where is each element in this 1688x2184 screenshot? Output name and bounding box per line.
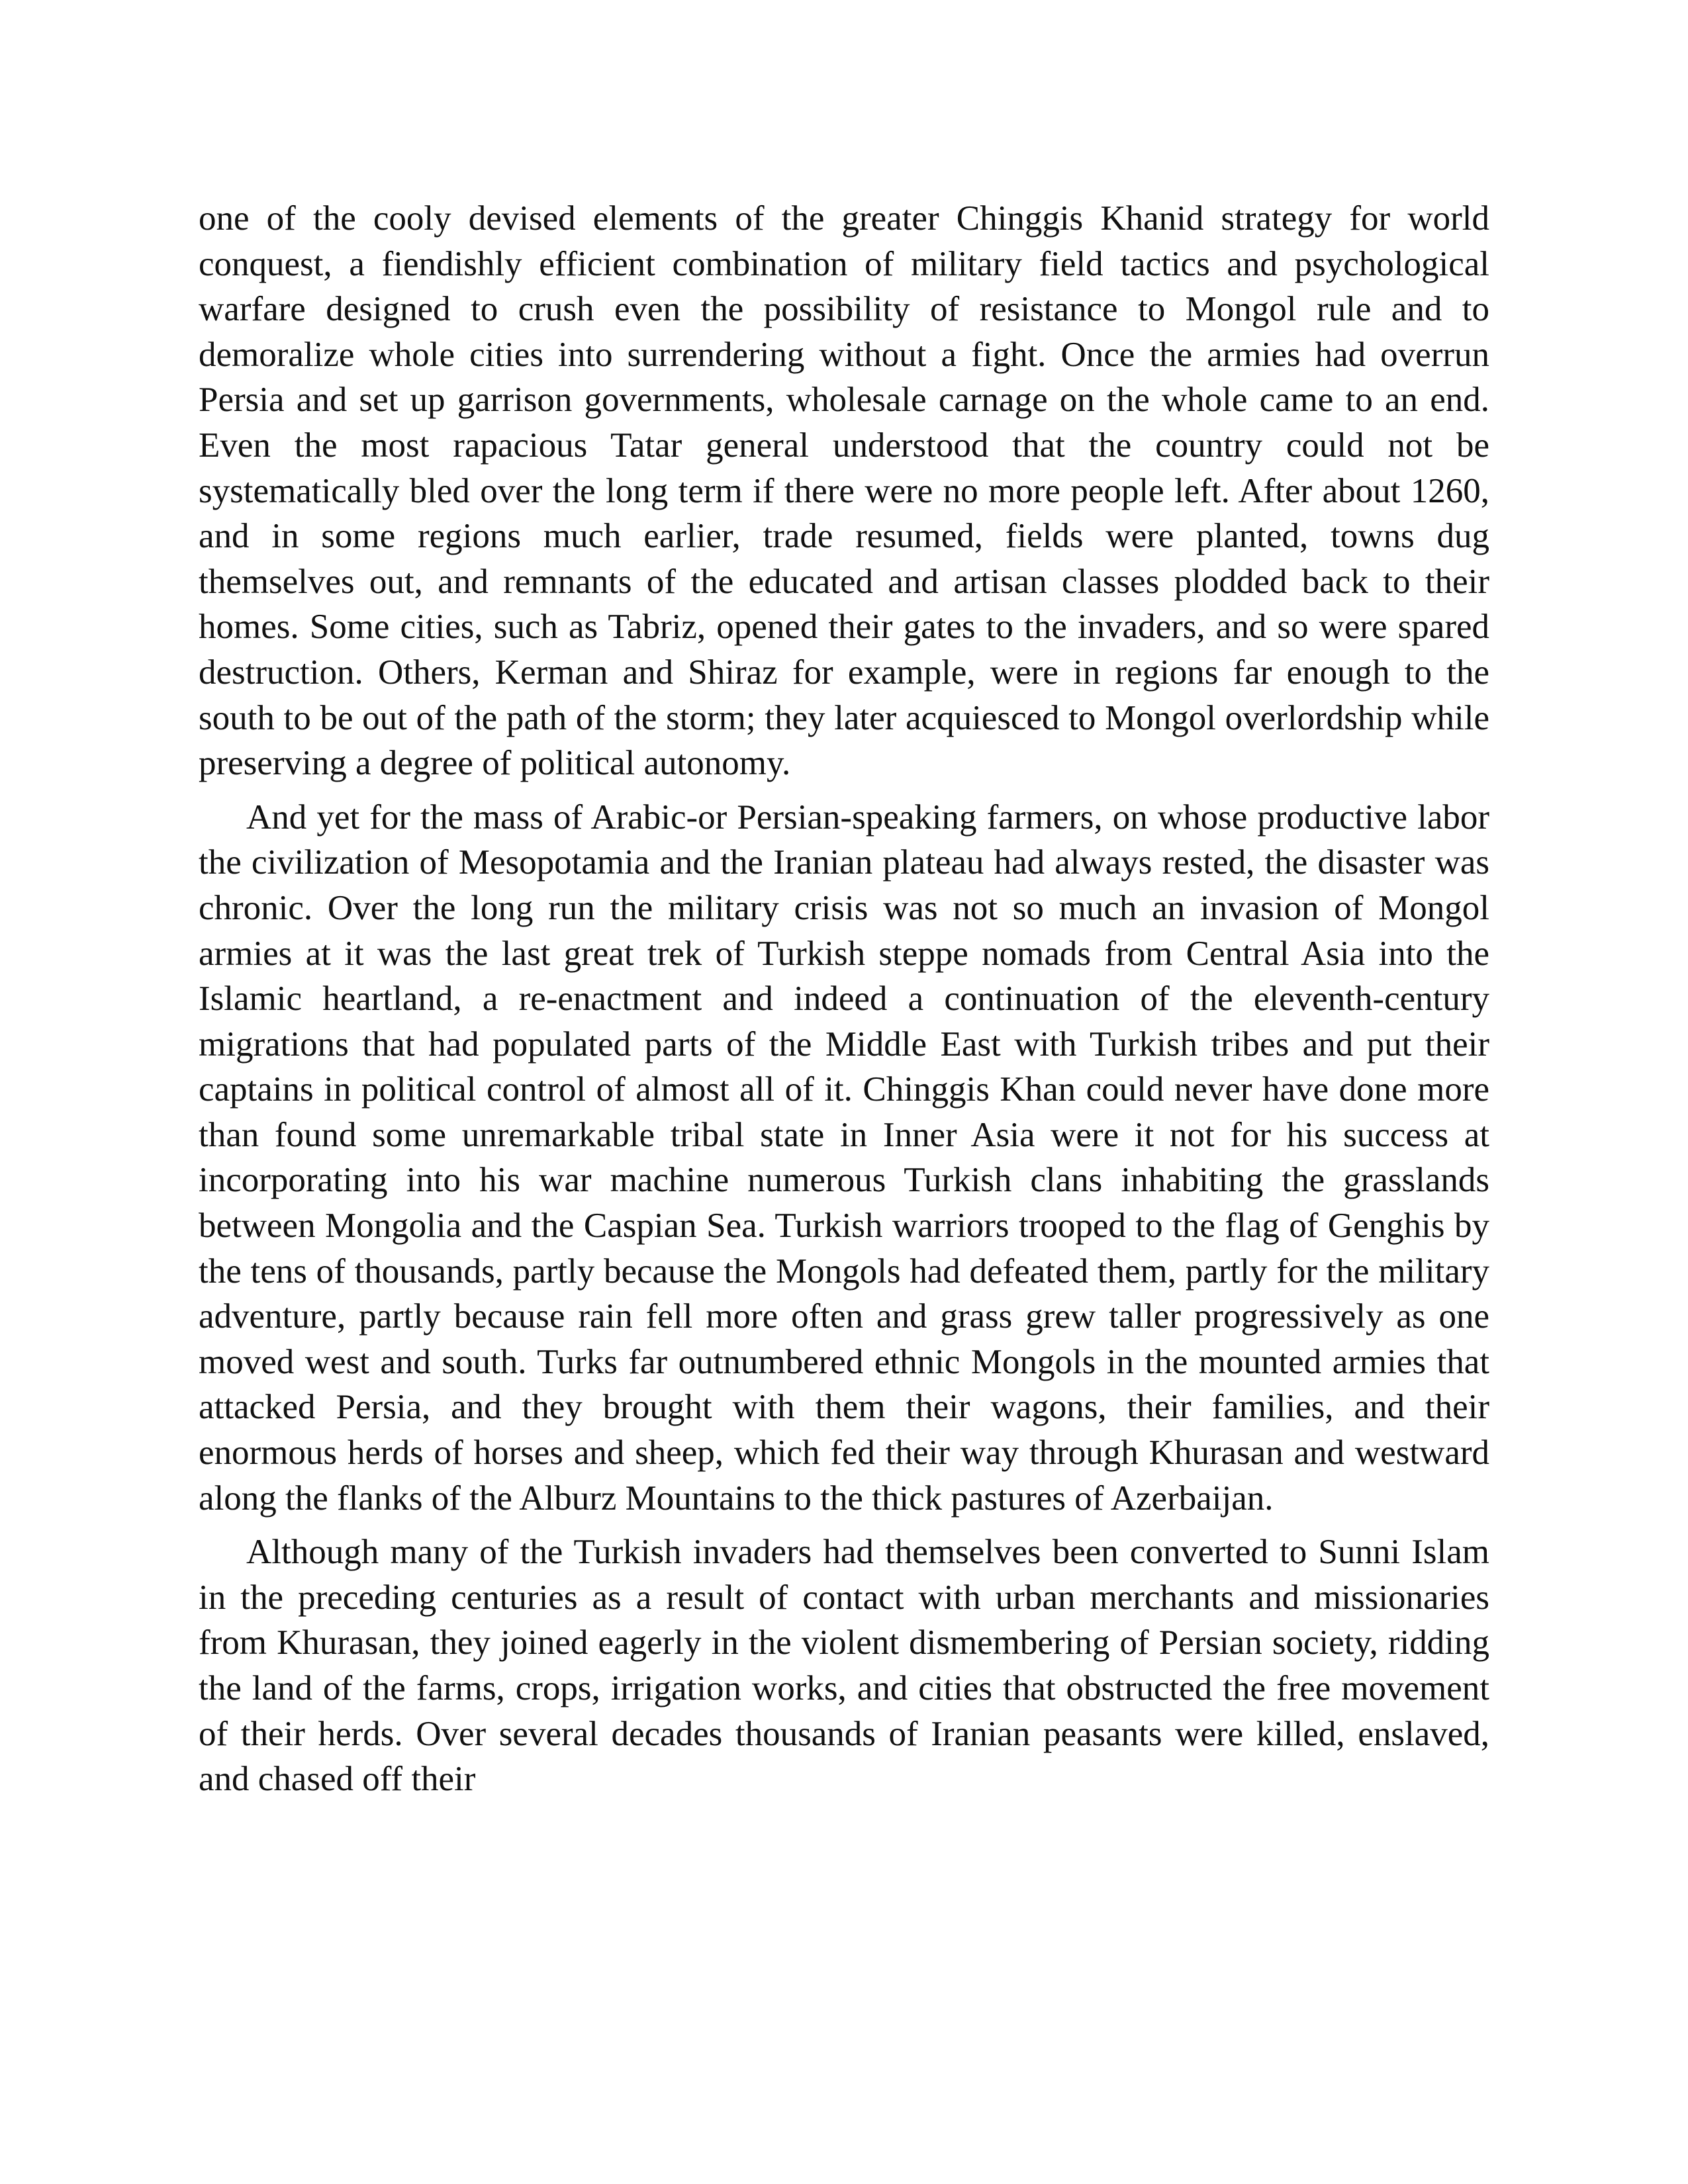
paragraph-2: And yet for the mass of Arabic-or Persian-speaking farmers, on whose productive labor the civilization of Mesopotamia and the Iranian plateau had always rested, the disaster was chronic. Over the long run the military crisis was not so much an invasion of Mongol armies at it was the last great trek of Turkish steppe nomads from Central Asia into the Islamic heartland, a re-enactment and indeed a continuation of the eleventh-century migrations that had populated parts of the Middle East with Turkish tribes and put their captains in political control of almost all of it. Chinggis Khan could never have done more than found some unremarkable tribal state in Inner Asia were it not for his success at incorporating into his war machine numerous Turkish clans inhabiting the grasslands between Mongolia and the Caspian Sea. Turkish warriors trooped to the flag of Genghis by the tens of thousands, partly because the Mongols had defeated them, partly for the military adventure, partly because rain fell more often and grass grew taller progressively as one moved west and south. Turks far outnumbered ethnic Mongols in the mounted armies that attacked Persia, and they brought with them their wagons, their families, and their enormous herds of horses and sheep, which fed their way through Khurasan and westward along the flanks of the Alburz Mountains to the thick pastures of Azerbaijan. — [199, 797, 1489, 1518]
paragraph-3: Although many of the Turkish invaders had themselves been converted to Sunni Islam in the preceding centuries as a result of contact with urban merchants and missionaries from Khurasan, they joined eagerly in the violent dismembering of Persian society, ridding the land of the farms, crops, irrigation works, and cities that obstructed the free movement of their herds. Over several decades thousands of Iranian peasants were killed, enslaved, and chased off their — [199, 1533, 1489, 1799]
paragraph-1: one of the cooly devised elements of the greater Chinggis Khanid strategy for world conquest, a fiendishly efficient combination of military field tactics and psychological warfare designed to crush even the possibility of resistance to Mongol rule and to demoralize whole cities into surrendering without a fight. Once the armies had overrun Persia and set up garrison governments, wholesale carnage on the whole came to an end. Even the most rapacious Tatar general understood that the country could not be systematically bled over the long term if there were no more people left. After about 1260, and in some regions much earlier, trade resumed, fields were planted, towns dug themselves out, and remnants of the educated and artisan classes plodded back to their homes. Some cities, such as Tabriz, opened their gates to the invaders, and so were spared destruction. Others, Kerman and Shiraz for example, were in regions far enough to the south to be out of the path of the storm; they later acquiesced to Mongol overlordship while preserving a degree of political autonomy. — [199, 199, 1489, 783]
body-text — [199, 196, 1489, 1802]
